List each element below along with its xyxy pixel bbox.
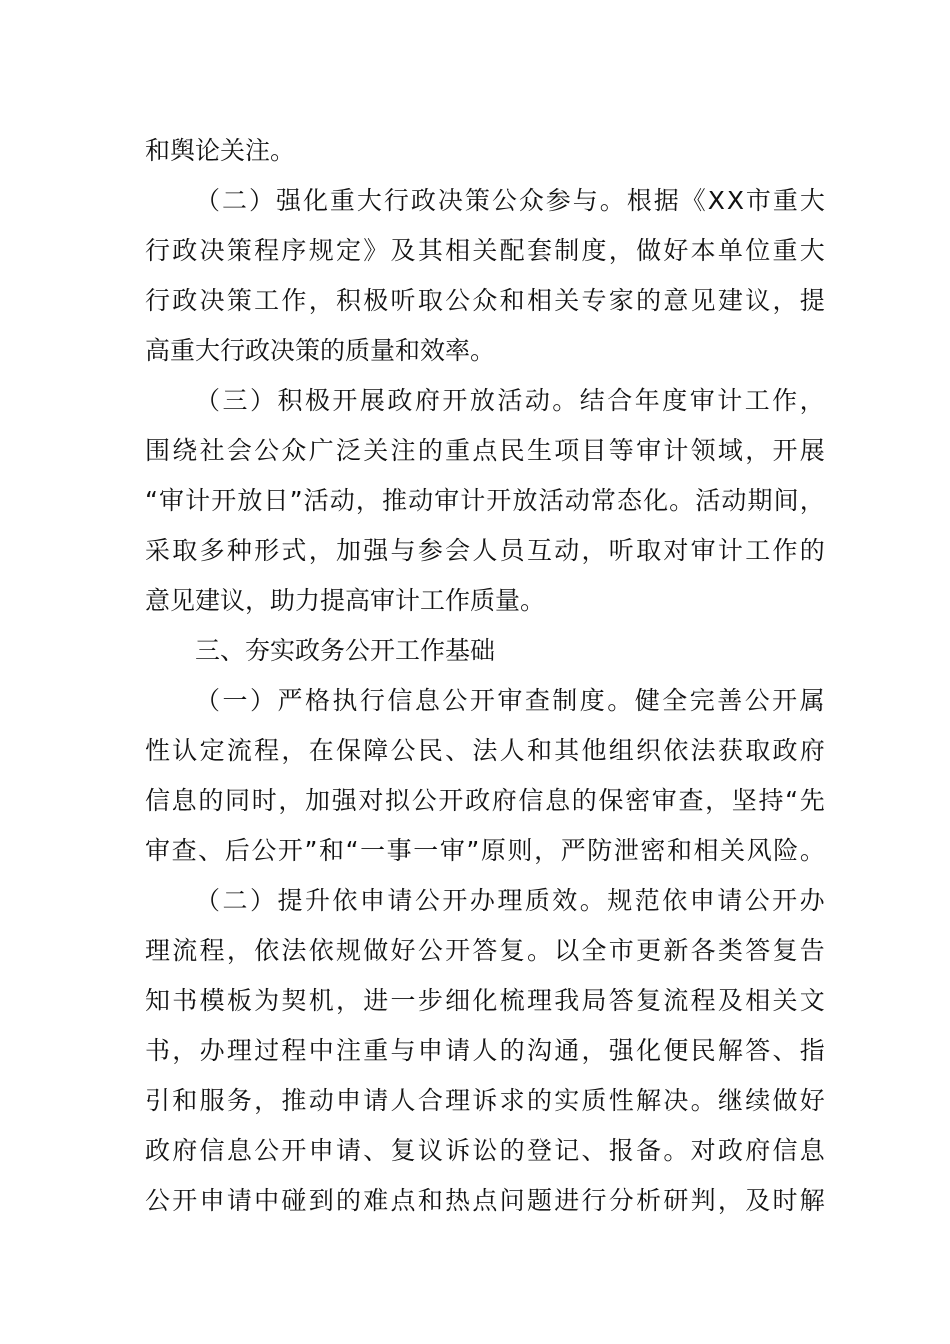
text-line: 公 开 申 请 中 碰 到 的 难 点 和 热 点 问 题 进 行 分 析 研 判 ， 及 时 解: [145, 1186, 825, 1215]
text-line: 书 ， 办 理 过 程 中 注 重 与 申 请 人 的 沟 通 ， 强 化 便 民 解 答 、 指: [145, 1036, 825, 1065]
text-line: “ 审 计 开 放 日 ” 活 动 ， 推 动 审 计 开 放 活 动 常 态 化 。 活 动 期 间 ，: [145, 486, 825, 515]
text-line: 行 政 决 策 程 序 规 定 》 及 其 相 关 配 套 制 度 ， 做 好 本 单 位 重 大: [145, 236, 825, 265]
text-line: 信 息 的 同 时 ， 加 强 对 拟 公 开 政 府 信 息 的 保 密 审 查 ， 坚 持 “ 先: [145, 786, 825, 815]
text-line: 审 查 、 后 公 开 ” 和 “ 一 事 一 审 ” 原 则 ， 严 防 泄 密 和 相 关 风 险 。: [145, 836, 825, 865]
text-line: 引 和 服 务 ， 推 动 申 请 人 合 理 诉 求 的 实 质 性 解 决 。 继 续 做 好: [145, 1086, 825, 1115]
text-line: 高重大行政决策的质量和效率。: [145, 336, 496, 365]
text-line: （ 二 ） 强 化 重 大 行 政 决 策 公 众 参 与 。 根 据 《 X X 市 重 大: [195, 186, 825, 215]
text-line: 和舆论关注。: [145, 136, 296, 165]
text-line: （ 三 ） 积 极 开 展 政 府 开 放 活 动 。 结 合 年 度 审 计 工 作 ，: [195, 386, 825, 415]
section-heading: 三、夯实政务公开工作基础: [195, 636, 496, 665]
text-line: （ 二 ） 提 升 依 申 请 公 开 办 理 质 效 。 规 范 依 申 请 公 开 办: [195, 886, 825, 915]
text-line: 采 取 多 种 形 式 ， 加 强 与 参 会 人 员 互 动 ， 听 取 对 审 计 工 作 的: [145, 536, 825, 565]
text-line: 围 绕 社 会 公 众 广 泛 关 注 的 重 点 民 生 项 目 等 审 计 领 域 ， 开 展: [145, 436, 825, 465]
text-line: 理 流 程 ， 依 法 依 规 做 好 公 开 答 复 。 以 全 市 更 新 各 类 答 复 告: [145, 936, 825, 965]
text-line: 政 府 信 息 公 开 申 请 、 复 议 诉 讼 的 登 记 、 报 备 。 对 政 府 信 息: [145, 1136, 825, 1165]
text-line: 行 政 决 策 工 作 ， 积 极 听 取 公 众 和 相 关 专 家 的 意 见 建 议 ， 提: [145, 286, 825, 315]
text-line: 意见建议，助力提高审计工作质量。: [145, 586, 546, 615]
text-line: 知 书 模 板 为 契 机 ， 进 一 步 细 化 梳 理 我 局 答 复 流 程 及 相 关 文: [145, 986, 825, 1015]
text-line: （ 一 ） 严 格 执 行 信 息 公 开 审 查 制 度 。 健 全 完 善 公 开 属: [195, 686, 825, 715]
text-line: 性 认 定 流 程 ， 在 保 障 公 民 、 法 人 和 其 他 组 织 依 法 获 取 政 府: [145, 736, 825, 765]
